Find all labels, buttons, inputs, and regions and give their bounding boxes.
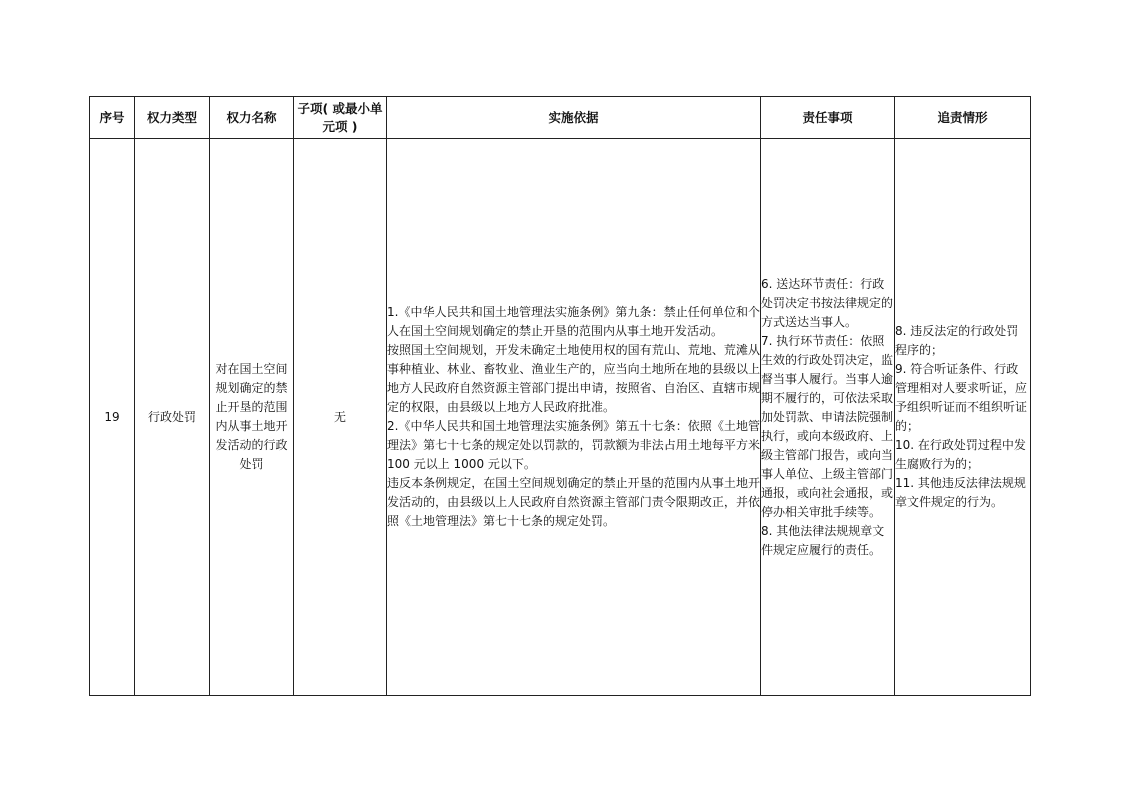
cell-basis: [387, 139, 761, 696]
cell-seq: 19: [90, 139, 135, 696]
power-list-table: [89, 96, 1031, 696]
accountability-item: 10. 在行政处罚过程中发生腐败行为的；: [895, 438, 1026, 471]
header-basis: 实施依据: [387, 97, 761, 139]
header-accountability: 追责情形: [895, 97, 1031, 139]
responsibility-item: 7. 执行环节责任：依照生效的行政处罚决定，监督当事人履行。当事人逾期不履行的，可依法采取加处罚款、申请法院强制执行，或向本级政府、上级主管部门报告，或向当事人单位、上级主管部门通报，或向社会通报，或停办相关审批手续等。: [761, 333, 894, 519]
basis-paragraph: 1.《中华人民共和国土地管理法实施条例》第九条：禁止任何单位和个人在国土空间规划确定的禁止开垦的范围内从事土地开发活动。: [387, 305, 760, 338]
basis-paragraph: 违反本条例规定，在国土空间规划确定的禁止开垦的范围内从事土地开发活动的，由县级以上人民政府自然资源主管部门责令限期改正，并依照《土地管理法》第七十七条的规定处罚。: [387, 476, 760, 528]
header-sub-item: 子项( 或最小单元项 ): [294, 97, 387, 139]
accountability-item: 8. 违反法定的行政处罚程序的；: [895, 324, 1019, 357]
cell-sub-item: 无: [294, 139, 387, 696]
table-header-row: [90, 97, 1031, 139]
responsibility-item: 8. 其他法律法规规章文件规定应履行的责任。: [761, 523, 885, 557]
header-power-type: 权力类型: [135, 97, 210, 139]
table-row: [90, 139, 1031, 696]
cell-power-type: 行政处罚: [135, 139, 210, 696]
cell-power-name: 对在国土空间规划确定的禁止开垦的范围内从事土地开发活动的行政处罚: [210, 139, 294, 696]
header-seq: 序号: [90, 97, 135, 139]
accountability-item: 11. 其他违反法律法规规章文件规定的行为。: [895, 476, 1026, 509]
basis-paragraph: 按照国土空间规划，开发未确定土地使用权的国有荒山、荒地、荒滩从事种植业、林业、畜牧业、渔业生产的，应当向土地所在地的县级以上地方人民政府自然资源主管部门提出申请，按照省、自治区、直辖市规定的权限，由县级以上地方人民政府批准。: [387, 343, 760, 414]
responsibility-item: 6. 送达环节责任：行政处罚决定书按法律规定的方式送达当事人。: [761, 276, 894, 329]
header-responsibility: 责任事项: [761, 97, 895, 139]
header-power-name: 权力名称: [210, 97, 294, 139]
cell-responsibility: [761, 139, 895, 696]
cell-accountability: [895, 139, 1031, 696]
accountability-item: 9. 符合听证条件、行政管理相对人要求听证，应予组织听证而不组织听证的；: [895, 362, 1028, 433]
basis-paragraph: 2.《中华人民共和国土地管理法实施条例》第五十七条：依照《土地管理法》第七十七条的规定处以罚款的，罚款额为非法占用土地每平方米 100 元以上 1000 元以下。: [387, 419, 760, 471]
